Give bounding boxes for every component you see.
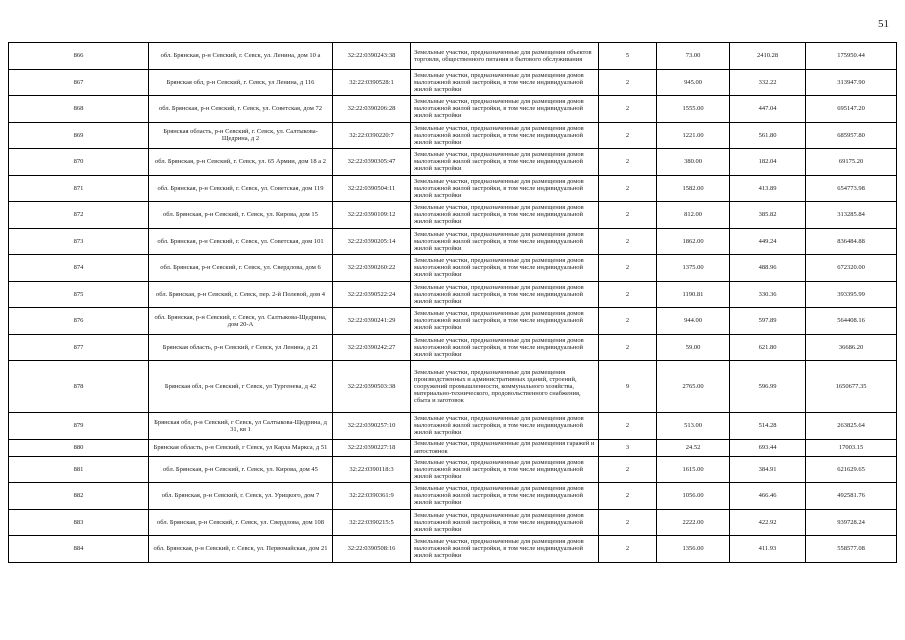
table-row bbox=[9, 175, 897, 202]
cadastral-number-cell: 32:22:0390528:1 bbox=[333, 69, 411, 96]
address-cell: Брянская область, р-н Севский, г. Севск, ул. Салтыкова-Щедрина, д 2 bbox=[149, 122, 333, 149]
specific-value-cell: 411.93 bbox=[730, 536, 806, 563]
row-number-cell: 869 bbox=[9, 122, 149, 149]
use-group-cell: 2 bbox=[599, 334, 657, 361]
cadastral-number-cell: 32:22:0390361:9 bbox=[333, 483, 411, 510]
row-number-cell: 879 bbox=[9, 413, 149, 440]
area-cell: 380.00 bbox=[657, 149, 730, 176]
row-number-cell: 884 bbox=[9, 536, 149, 563]
use-group-cell: 2 bbox=[599, 228, 657, 255]
cadastral-number-cell: 32:22:0390109:12 bbox=[333, 202, 411, 229]
table-row bbox=[9, 149, 897, 176]
use-group-cell: 2 bbox=[599, 308, 657, 335]
use-group-cell: 5 bbox=[599, 43, 657, 70]
cadastral-value-cell: 263825.64 bbox=[806, 413, 897, 440]
use-group-cell: 2 bbox=[599, 96, 657, 123]
address-cell: обл. Брянская, р-н Севский, г. Севск, ул. Кирова, дом 15 bbox=[149, 202, 333, 229]
area-cell: 1190.81 bbox=[657, 281, 730, 308]
table-row bbox=[9, 255, 897, 282]
address-cell: обл. Брянская, р-н Севский, г. Севск, ул. Урицкого, дом 7 bbox=[149, 483, 333, 510]
cadastral-value-cell: 313285.84 bbox=[806, 202, 897, 229]
land-use-cell: Земельные участки, предназначенные для размещения домов малоэтажной жилой застройки, в том числе индивидуальной жилой застройки bbox=[411, 536, 599, 563]
specific-value-cell: 385.82 bbox=[730, 202, 806, 229]
address-cell: обл. Брянская, р-н Севский, г. Севск, пер. 2-й Полевой, дом 4 bbox=[149, 281, 333, 308]
table-row bbox=[9, 536, 897, 563]
land-use-cell: Земельные участки, предназначенные для размещения домов малоэтажной жилой застройки, в том числе индивидуальной жилой застройки bbox=[411, 509, 599, 536]
row-number-cell: 880 bbox=[9, 439, 149, 456]
cadastral-value-cell: 564408.16 bbox=[806, 308, 897, 335]
land-use-cell: Земельные участки, предназначенные для размещения домов малоэтажной жилой застройки, в том числе индивидуальной жилой застройки bbox=[411, 308, 599, 335]
cadastral-value-cell: 695147.20 bbox=[806, 96, 897, 123]
area-cell: 1056.00 bbox=[657, 483, 730, 510]
area-cell: 1862.00 bbox=[657, 228, 730, 255]
land-use-cell: Земельные участки, предназначенные для размещения домов малоэтажной жилой застройки, в том числе индивидуальной жилой застройки bbox=[411, 96, 599, 123]
use-group-cell: 2 bbox=[599, 149, 657, 176]
row-number-cell: 875 bbox=[9, 281, 149, 308]
row-number-cell: 882 bbox=[9, 483, 149, 510]
specific-value-cell: 384.91 bbox=[730, 456, 806, 483]
land-use-cell: Земельные участки, предназначенные для размещения домов малоэтажной жилой застройки, в том числе индивидуальной жилой застройки bbox=[411, 255, 599, 282]
table-row bbox=[9, 456, 897, 483]
table-row bbox=[9, 483, 897, 510]
cadastral-number-cell: 32:22:0390305:47 bbox=[333, 149, 411, 176]
land-use-cell: Земельные участки, предназначенные для размещения домов малоэтажной жилой застройки, в том числе индивидуальной жилой застройки bbox=[411, 175, 599, 202]
specific-value-cell: 621.80 bbox=[730, 334, 806, 361]
table-row bbox=[9, 509, 897, 536]
cadastral-value-cell: 558577.08 bbox=[806, 536, 897, 563]
cadastral-number-cell: 32:22:0390118:3 bbox=[333, 456, 411, 483]
cadastral-number-cell: 32:22:0390215:5 bbox=[333, 509, 411, 536]
land-use-cell: Земельные участки, предназначенные для размещения гаражей и автостоянок bbox=[411, 439, 599, 456]
use-group-cell: 2 bbox=[599, 483, 657, 510]
area-cell: 24.52 bbox=[657, 439, 730, 456]
address-cell: Брянская область, р-н Севский, г Севск, ул Ленина, д 21 bbox=[149, 334, 333, 361]
cadastral-value-cell: 36686.20 bbox=[806, 334, 897, 361]
land-use-cell: Земельные участки, предназначенные для размещения производственных и административных зданий, строений, сооружений промышленности, коммунального хозяйства, материально-технического, продовольственного снабжения, сбыта и заготовок bbox=[411, 361, 599, 413]
address-cell: обл. Брянская, р-н Севский, г. Севск, ул. Первомайская, дом 21 bbox=[149, 536, 333, 563]
cadastral-number-cell: 32:22:0390257:10 bbox=[333, 413, 411, 440]
cadastral-number-cell: 32:22:0390227:18 bbox=[333, 439, 411, 456]
row-number-cell: 876 bbox=[9, 308, 149, 335]
row-number-cell: 866 bbox=[9, 43, 149, 70]
cadastral-number-cell: 32:22:0390503:38 bbox=[333, 361, 411, 413]
row-number-cell: 871 bbox=[9, 175, 149, 202]
cadastral-value-cell: 621629.65 bbox=[806, 456, 897, 483]
specific-value-cell: 466.46 bbox=[730, 483, 806, 510]
row-number-cell: 873 bbox=[9, 228, 149, 255]
cadastral-value-table bbox=[8, 42, 897, 563]
use-group-cell: 2 bbox=[599, 175, 657, 202]
use-group-cell: 2 bbox=[599, 536, 657, 563]
cadastral-value-cell: 672320.00 bbox=[806, 255, 897, 282]
cadastral-number-cell: 32:22:0390508:16 bbox=[333, 536, 411, 563]
specific-value-cell: 2410.28 bbox=[730, 43, 806, 70]
land-use-cell: Земельные участки, предназначенные для размещения домов малоэтажной жилой застройки, в том числе индивидуальной жилой застройки bbox=[411, 202, 599, 229]
specific-value-cell: 447.04 bbox=[730, 96, 806, 123]
area-cell: 73.00 bbox=[657, 43, 730, 70]
use-group-cell: 2 bbox=[599, 281, 657, 308]
cadastral-value-cell: 654773.98 bbox=[806, 175, 897, 202]
cadastral-value-cell: 939728.24 bbox=[806, 509, 897, 536]
cadastral-value-cell: 313947.90 bbox=[806, 69, 897, 96]
area-cell: 944.00 bbox=[657, 308, 730, 335]
address-cell: Брянская область, р-н Севский, г Севск, ул Карла Маркса, д 51 bbox=[149, 439, 333, 456]
area-cell: 1615.00 bbox=[657, 456, 730, 483]
cadastral-value-cell: 1650677.35 bbox=[806, 361, 897, 413]
use-group-cell: 2 bbox=[599, 413, 657, 440]
row-number-cell: 868 bbox=[9, 96, 149, 123]
address-cell: обл. Брянская, р-н Севский, г. Севск, ул. Кирова, дом 45 bbox=[149, 456, 333, 483]
cadastral-value-cell: 836484.88 bbox=[806, 228, 897, 255]
cadastral-value-cell: 175950.44 bbox=[806, 43, 897, 70]
address-cell: обл. Брянская, р-н Севский, г. Севск, ул. Свердлова, дом 108 bbox=[149, 509, 333, 536]
table-row bbox=[9, 202, 897, 229]
use-group-cell: 2 bbox=[599, 509, 657, 536]
table-row bbox=[9, 122, 897, 149]
table-row bbox=[9, 69, 897, 96]
land-use-cell: Земельные участки, предназначенные для размещения домов малоэтажной жилой застройки, в том числе индивидуальной жилой застройки bbox=[411, 334, 599, 361]
address-cell: Брянская обл, р-н Севский, г Севск, ул Салтыкова-Щедрина, д 31, кв 1 bbox=[149, 413, 333, 440]
specific-value-cell: 449.24 bbox=[730, 228, 806, 255]
area-cell: 945.00 bbox=[657, 69, 730, 96]
row-number-cell: 881 bbox=[9, 456, 149, 483]
land-use-cell: Земельные участки, предназначенные для размещения домов малоэтажной жилой застройки, в том числе индивидуальной жилой застройки bbox=[411, 69, 599, 96]
land-use-cell: Земельные участки, предназначенные для размещения домов малоэтажной жилой застройки, в том числе индивидуальной жилой застройки bbox=[411, 456, 599, 483]
specific-value-cell: 514.28 bbox=[730, 413, 806, 440]
land-use-cell: Земельные участки, предназначенные для размещения домов малоэтажной жилой застройки, в том числе индивидуальной жилой застройки bbox=[411, 483, 599, 510]
use-group-cell: 2 bbox=[599, 202, 657, 229]
table-row bbox=[9, 361, 897, 413]
use-group-cell: 2 bbox=[599, 69, 657, 96]
specific-value-cell: 488.96 bbox=[730, 255, 806, 282]
page-number: 51 bbox=[878, 18, 889, 30]
row-number-cell: 883 bbox=[9, 509, 149, 536]
area-cell: 1375.00 bbox=[657, 255, 730, 282]
specific-value-cell: 596.99 bbox=[730, 361, 806, 413]
land-use-cell: Земельные участки, предназначенные для размещения домов малоэтажной жилой застройки, в том числе индивидуальной жилой застройки bbox=[411, 281, 599, 308]
use-group-cell: 2 bbox=[599, 456, 657, 483]
row-number-cell: 867 bbox=[9, 69, 149, 96]
specific-value-cell: 597.89 bbox=[730, 308, 806, 335]
address-cell: обл. Брянская, р-н Севский, г. Севск, ул. Советская, дом 101 bbox=[149, 228, 333, 255]
cadastral-value-cell: 393395.99 bbox=[806, 281, 897, 308]
table-row bbox=[9, 308, 897, 335]
cadastral-number-cell: 32:22:0390243:38 bbox=[333, 43, 411, 70]
table-row bbox=[9, 281, 897, 308]
specific-value-cell: 561.80 bbox=[730, 122, 806, 149]
area-cell: 2222.00 bbox=[657, 509, 730, 536]
cadastral-value-cell: 69175.20 bbox=[806, 149, 897, 176]
land-use-cell: Земельные участки, предназначенные для размещения домов малоэтажной жилой застройки, в том числе индивидуальной жилой застройки bbox=[411, 228, 599, 255]
cadastral-number-cell: 32:22:0390522:24 bbox=[333, 281, 411, 308]
area-cell: 1555.00 bbox=[657, 96, 730, 123]
cadastral-value-cell: 685957.80 bbox=[806, 122, 897, 149]
row-number-cell: 870 bbox=[9, 149, 149, 176]
address-cell: обл. Брянская, р-н Севский, г. Севск, ул. 65 Армии, дом 18 а 2 bbox=[149, 149, 333, 176]
area-cell: 513.00 bbox=[657, 413, 730, 440]
row-number-cell: 874 bbox=[9, 255, 149, 282]
use-group-cell: 2 bbox=[599, 122, 657, 149]
address-cell: обл. Брянская, р-н Севский, г. Севск, ул. Свердлова, дом 6 bbox=[149, 255, 333, 282]
table-row bbox=[9, 43, 897, 70]
land-use-cell: Земельные участки, предназначенные для размещения домов малоэтажной жилой застройки, в том числе индивидуальной жилой застройки bbox=[411, 413, 599, 440]
cadastral-number-cell: 32:22:0390220:7 bbox=[333, 122, 411, 149]
area-cell: 59.00 bbox=[657, 334, 730, 361]
table-row bbox=[9, 96, 897, 123]
use-group-cell: 3 bbox=[599, 439, 657, 456]
area-cell: 812.00 bbox=[657, 202, 730, 229]
specific-value-cell: 413.89 bbox=[730, 175, 806, 202]
address-cell: обл. Брянская, р-н Севский, г. Севск, ул. Салтыкова-Щедрина, дом 20-А bbox=[149, 308, 333, 335]
address-cell: обл. Брянская, р-н Севский, г. Севск, ул. Советская, дом 119 bbox=[149, 175, 333, 202]
cadastral-number-cell: 32:22:0390260:22 bbox=[333, 255, 411, 282]
row-number-cell: 877 bbox=[9, 334, 149, 361]
table-body bbox=[9, 43, 897, 563]
address-cell: обл. Брянская, р-н Севский, г. Севск, ул. Советская, дом 72 bbox=[149, 96, 333, 123]
address-cell: Брянская обл, р-н Севский, г Севск, ул Тургенева, д 42 bbox=[149, 361, 333, 413]
area-cell: 1221.00 bbox=[657, 122, 730, 149]
specific-value-cell: 422.92 bbox=[730, 509, 806, 536]
cadastral-number-cell: 32:22:0390206:28 bbox=[333, 96, 411, 123]
table-row bbox=[9, 334, 897, 361]
area-cell: 1582.00 bbox=[657, 175, 730, 202]
cadastral-value-cell: 17003.15 bbox=[806, 439, 897, 456]
use-group-cell: 2 bbox=[599, 255, 657, 282]
cadastral-number-cell: 32:22:0390504:11 bbox=[333, 175, 411, 202]
area-cell: 1356.00 bbox=[657, 536, 730, 563]
area-cell: 2765.00 bbox=[657, 361, 730, 413]
table-row bbox=[9, 439, 897, 456]
specific-value-cell: 693.44 bbox=[730, 439, 806, 456]
row-number-cell: 872 bbox=[9, 202, 149, 229]
cadastral-number-cell: 32:22:0390242:27 bbox=[333, 334, 411, 361]
land-use-cell: Земельные участки, предназначенные для размещения домов малоэтажной жилой застройки, в том числе индивидуальной жилой застройки bbox=[411, 149, 599, 176]
table-row bbox=[9, 413, 897, 440]
use-group-cell: 9 bbox=[599, 361, 657, 413]
row-number-cell: 878 bbox=[9, 361, 149, 413]
address-cell: обл. Брянская, р-н Севский, г. Севск, ул. Ленина, дом 10 а bbox=[149, 43, 333, 70]
specific-value-cell: 182.04 bbox=[730, 149, 806, 176]
cadastral-number-cell: 32:22:0390241:29 bbox=[333, 308, 411, 335]
specific-value-cell: 332.22 bbox=[730, 69, 806, 96]
land-use-cell: Земельные участки, предназначенные для размещения объектов торговли, общественного питания и бытового обслуживания bbox=[411, 43, 599, 70]
table-row bbox=[9, 228, 897, 255]
land-use-cell: Земельные участки, предназначенные для размещения домов малоэтажной жилой застройки, в том числе индивидуальной жилой застройки bbox=[411, 122, 599, 149]
specific-value-cell: 330.36 bbox=[730, 281, 806, 308]
address-cell: Брянская обл, р-н Севский, г. Севск, ул Ленина, д 116 bbox=[149, 69, 333, 96]
cadastral-value-cell: 492581.76 bbox=[806, 483, 897, 510]
cadastral-number-cell: 32:22:0390205:14 bbox=[333, 228, 411, 255]
